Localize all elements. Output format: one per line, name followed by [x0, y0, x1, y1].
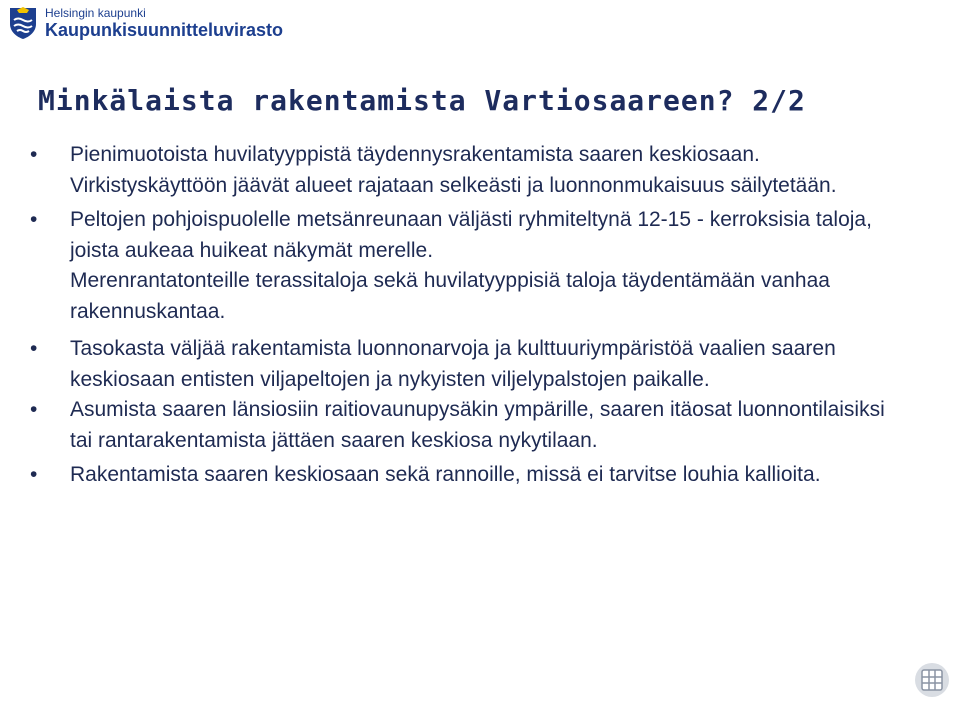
bullet-text: Merenrantatonteille terassitaloja sekä huvilatyyppisiä taloja täydentämään vanhaa rakennuskantaa. — [70, 269, 830, 323]
bullet-text: Tasokasta väljää rakentamista luonnonarvoja ja kulttuuriympäristöä vaalien saaren keskiosaan entisten viljapeltojen ja nykyisten viljelypalstojen paikalle. — [70, 337, 836, 391]
helsinki-crest-icon — [8, 6, 38, 40]
bullet-item — [28, 205, 908, 266]
bullet-item — [28, 171, 908, 202]
bullet-text: Pienimuotoista huvilatyyppistä täydennysrakentamista saaren keskiosaan. — [70, 143, 760, 166]
org-name-line2: Kaupunkisuunnitteluvirasto — [45, 19, 284, 40]
bullet-item — [28, 140, 908, 171]
bullet-text: Rakentamista saaren keskiosaan sekä rannoille, missä ei tarvitse louhia kallioita. — [70, 463, 821, 486]
bullet-item — [28, 395, 908, 456]
bullet-text: Virkistyskäyttöön jäävät alueet rajataan selkeästi ja luonnonmukaisuus säilytetään. — [70, 173, 837, 197]
bullet-text: Peltojen pohjoispuolelle metsänreunaan väljästi ryhmiteltynä 12-15 - kerroksisia taloja, joista aukeaa huikeat näkymät merelle. — [70, 208, 872, 262]
slide-title: Minkälaista rakentamista Vartiosaareen? 2/2 — [38, 84, 806, 117]
header — [8, 4, 283, 42]
bullet-item — [28, 266, 908, 327]
bullet-item — [28, 460, 908, 491]
bullet-dot: • — [30, 398, 38, 421]
grid-logo-icon — [914, 662, 950, 698]
bullet-dot: • — [30, 463, 38, 486]
org-name-line1: Helsingin kaupunki — [45, 5, 146, 20]
header-divider — [8, 49, 673, 63]
bullet-dot: • — [30, 208, 38, 231]
bullet-dot: • — [30, 337, 38, 360]
bullet-text: Asumista saaren länsiosiin raitiovaunupysäkin ympärille, saaren itäosat luonnontilaisiksi tai rantarakentamista jättäen saaren keskiosa nykytilaan. — [70, 398, 885, 452]
org-name — [45, 7, 283, 40]
bullet-list — [28, 140, 908, 491]
bullet-dot: • — [30, 143, 38, 166]
bullet-item — [28, 334, 908, 395]
